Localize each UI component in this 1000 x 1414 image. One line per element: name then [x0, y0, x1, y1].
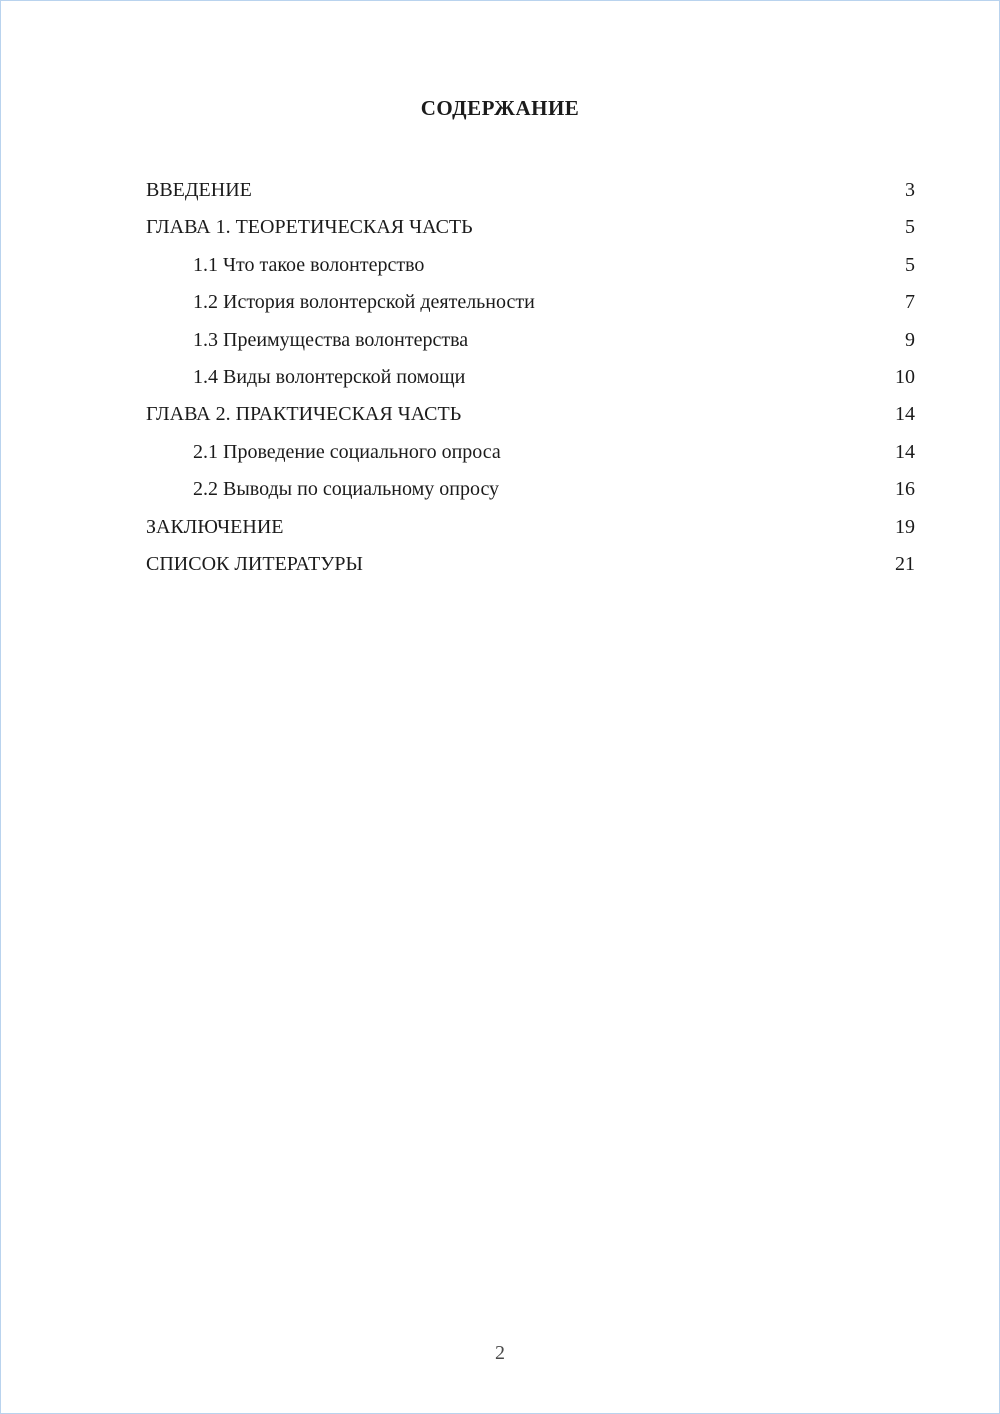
toc-entry-page: 19: [895, 515, 915, 538]
toc-entry-label: 2.2 Выводы по социальному опросу: [193, 478, 500, 501]
toc-entry: [146, 546, 915, 583]
page-number: 2: [495, 1342, 505, 1364]
toc-entry-label: 2.1 Проведение социального опроса: [193, 440, 501, 463]
toc-entry: [146, 172, 915, 209]
toc-entry-label: СПИСОК ЛИТЕРАТУРЫ: [146, 552, 363, 575]
toc-entry-label: 1.3 Преимущества волонтерства: [193, 328, 469, 351]
toc-entry-page: 10: [895, 365, 915, 388]
toc-entry-page: 3: [905, 179, 915, 201]
toc-entry-page: 14: [895, 403, 915, 426]
toc-entry-label: ЗАКЛЮЧЕНИЕ: [146, 515, 284, 538]
toc-entry: [146, 322, 915, 359]
toc-entry: [146, 471, 915, 508]
toc-entry-label: 1.2 История волонтерской деятельности: [193, 291, 535, 314]
toc-entry-page: 9: [905, 328, 915, 351]
toc-entry-label: ГЛАВА 2. ПРАКТИЧЕСКАЯ ЧАСТЬ: [146, 403, 462, 426]
toc-entry-page: 5: [905, 216, 915, 239]
toc-entry-label: ГЛАВА 1. ТЕОРЕТИЧЕСКАЯ ЧАСТЬ: [146, 216, 473, 239]
document-title: СОДЕРЖАНИЕ: [420, 96, 580, 120]
table-of-contents: [146, 172, 915, 583]
toc-entry-page: 7: [905, 291, 915, 314]
toc-entry: [146, 247, 915, 284]
toc-entry-label: 1.4 Виды волонтерской помощи: [193, 365, 466, 388]
toc-entry: [146, 396, 915, 433]
toc-entry-label: 1.1 Что такое волонтерство: [193, 253, 425, 276]
toc-entry-page: 14: [895, 440, 915, 463]
toc-entry: [146, 209, 915, 246]
toc-entry: [146, 359, 915, 396]
toc-entry: [146, 509, 915, 546]
toc-entry-page: 5: [905, 253, 915, 276]
toc-entry: [146, 284, 915, 321]
toc-entry-page: 21: [895, 552, 915, 575]
toc-entry-page: 16: [895, 478, 915, 501]
toc-entry: [146, 434, 915, 471]
toc-entry-label: ВВЕДЕНИЕ: [146, 179, 252, 201]
